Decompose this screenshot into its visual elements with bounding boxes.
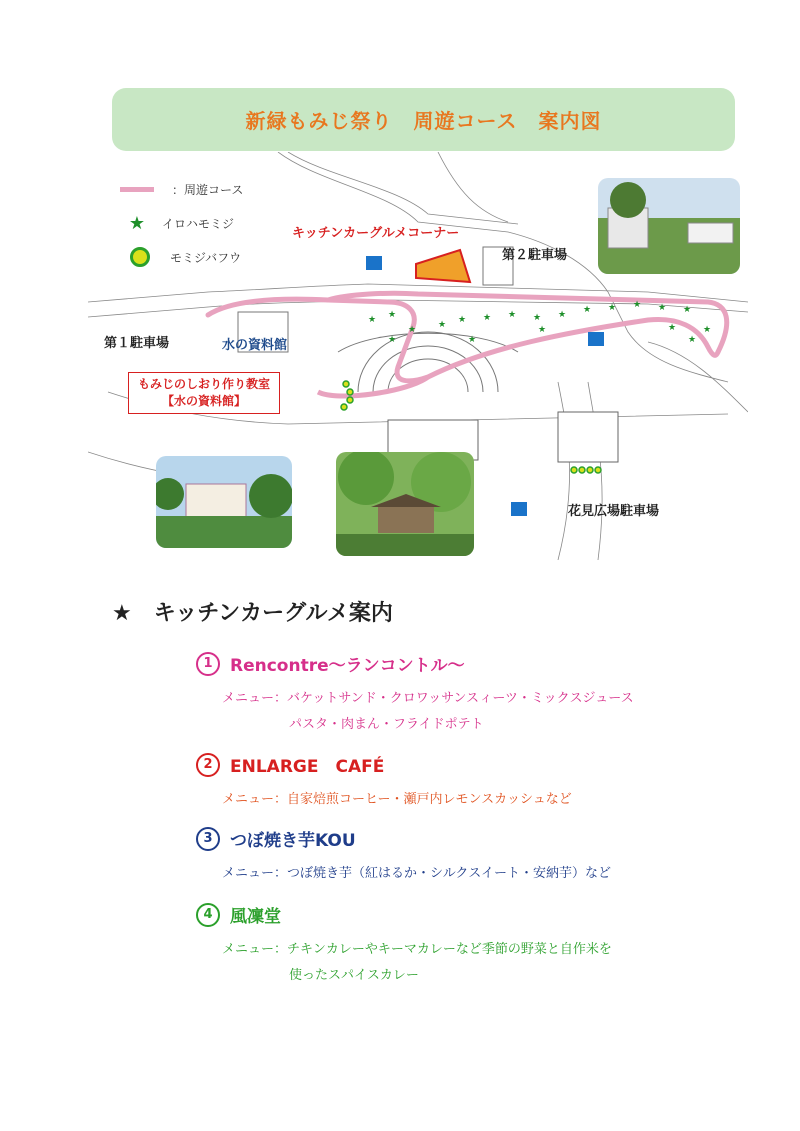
svg-text:★: ★ <box>703 325 712 335</box>
hanami-parking-label: 花見広場駐車場 <box>568 504 660 519</box>
shop-name: ENLARGE CAFÉ <box>230 757 385 777</box>
kitchen-car-photo <box>598 178 740 274</box>
legend-iroha-label: イロハモミジ <box>162 216 235 231</box>
svg-text:★: ★ <box>683 305 692 315</box>
svg-text:★: ★ <box>633 300 642 310</box>
svg-text:★: ★ <box>468 335 477 345</box>
page-title: 新緑もみじ祭り 周遊コース 案内図 <box>112 88 735 151</box>
circle-icon <box>130 247 150 267</box>
svg-text:★: ★ <box>458 315 467 325</box>
menu-text: チキンカレーやキーマカレーなど季節の野菜と自作米を <box>287 942 612 957</box>
water-wheel-photo <box>336 452 474 556</box>
svg-text:★: ★ <box>533 313 542 323</box>
shop-2 <box>196 752 572 813</box>
menu-prefix: メニュー： <box>222 866 288 881</box>
legend-route <box>120 172 243 206</box>
shop-name: Rencontre～ランコントル～ <box>230 656 465 676</box>
svg-text:★: ★ <box>608 303 617 313</box>
svg-text:★: ★ <box>483 313 492 323</box>
svg-text:★: ★ <box>668 323 677 333</box>
legend-route-label: ：周遊コース <box>172 182 244 197</box>
water-museum-photo <box>156 456 292 548</box>
legend-momiji <box>120 240 243 274</box>
svg-text:★: ★ <box>388 335 397 345</box>
svg-text:★: ★ <box>388 310 397 320</box>
svg-text:★: ★ <box>368 315 377 325</box>
star-icon: ★ <box>128 212 146 234</box>
menu-text: バケットサンド・クロワッサンスィーツ・ミックスジュース <box>287 691 634 706</box>
shop-number-badge: 1 <box>196 652 220 676</box>
gourmet-guide-heading: ★ キッチンカーグルメ案内 <box>112 601 393 626</box>
svg-text:★: ★ <box>408 325 417 335</box>
menu-prefix: メニュー： <box>222 691 288 706</box>
legend-iroha <box>120 206 243 240</box>
svg-text:★: ★ <box>558 310 567 320</box>
classroom-box <box>128 372 280 414</box>
menu-text: 自家焙煎コーヒー・瀬戸内レモンスカッシュなど <box>287 792 572 807</box>
shop-name: つぼ焼き芋KOU <box>230 831 356 851</box>
shop-number-badge: 4 <box>196 903 220 927</box>
shop-1 <box>196 651 634 738</box>
svg-text:★: ★ <box>438 320 447 330</box>
kitchen-corner-area <box>416 250 470 282</box>
svg-text:★: ★ <box>538 325 547 335</box>
shop-4 <box>196 902 612 989</box>
map-legend <box>120 172 243 274</box>
svg-text:★: ★ <box>508 310 517 320</box>
water-museum-label: 水の資料館 <box>222 338 288 353</box>
legend-momiji-label: モミジバフウ <box>170 250 242 265</box>
svg-text:★: ★ <box>658 303 667 313</box>
parking2-label: 第２駐車場 <box>502 248 568 263</box>
menu-prefix: メニュー： <box>222 792 288 807</box>
route-swatch-icon <box>120 187 154 192</box>
kitchen-corner-label: キッチンカーグルメコーナー <box>292 226 460 241</box>
parking1-label: 第１駐車場 <box>104 336 170 351</box>
shop-number-badge: 3 <box>196 827 220 851</box>
menu-prefix: メニュー： <box>222 942 288 957</box>
shop-number-badge: 2 <box>196 753 220 777</box>
menu-text-continued: パスタ・肉まん・フライドポテト <box>289 717 484 732</box>
svg-text:★: ★ <box>583 305 592 315</box>
classroom-venue: 【水の資料館】 <box>161 394 246 408</box>
shop-name: 風凜堂 <box>230 907 281 927</box>
classroom-title: もみじのしおり作り教室 <box>137 377 270 391</box>
shop-3 <box>196 826 611 887</box>
svg-text:★: ★ <box>688 335 697 345</box>
menu-text: つぼ焼き芋（紅はるか・シルクスイート・安納芋）など <box>287 866 612 881</box>
menu-text-continued: 使ったスパイスカレー <box>289 968 419 983</box>
